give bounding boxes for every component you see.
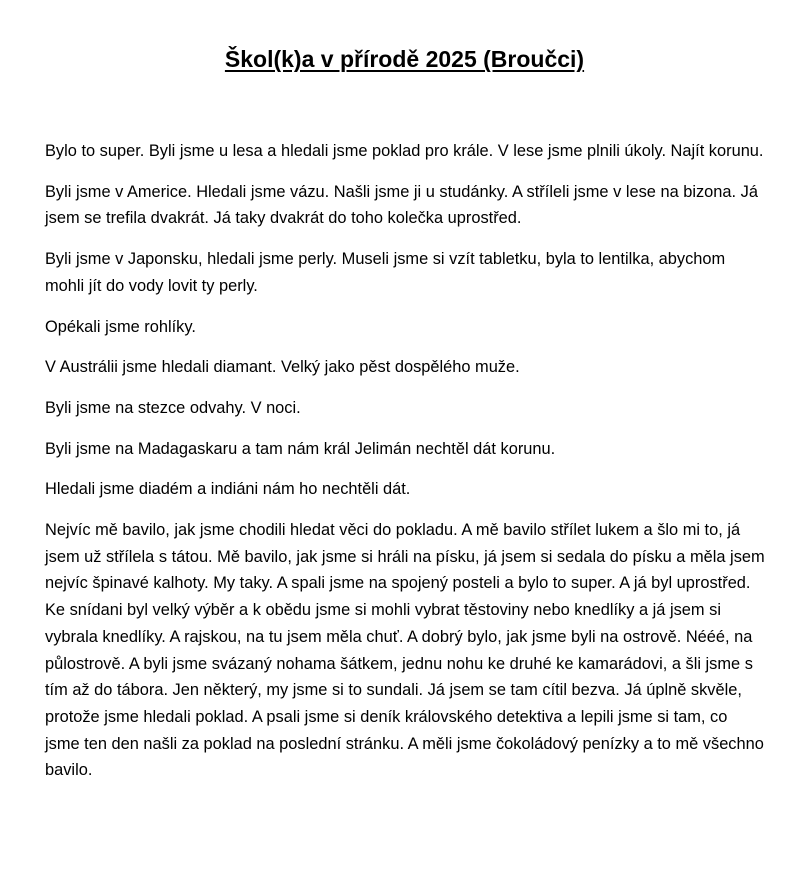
paragraph-5: V Austrálii jsme hledali diamant. Velký jako pěst dospělého muže. [45,358,520,377]
paragraph-4: Opékali jsme rohlíky. [45,317,196,336]
paragraph-3: Byli jsme v Japonsku, hledali jsme perly. Museli jsme si vzít tabletku, byla to lentilka, abychom mohli jít do vody lovit ty perly. [45,250,726,295]
paragraph-1: Bylo to super. Byli jsme u lesa a hledali jsme poklad pro krále. V lese jsme plnili úkoly. Najít korunu. [45,142,764,160]
paragraph-8: Hledali jsme diadém a indiáni nám ho nechtěli dát. [45,480,411,499]
paragraph-7: Byli jsme na Madagaskaru a tam nám král Jelimán nechtěl dát korunu. [45,439,556,458]
paragraph-6: Byli jsme na stezce odvahy. V noci. [45,398,301,417]
paragraph-9: Nejvíc mě bavilo, jak jsme chodili hledat věci do pokladu. A mě bavilo střílet lukem a šlo mi to, já jsem už střílela s tátou. Mě bavilo, jak jsme si hráli na písku, já jsem si sedala do písku a měla jsem nejvíc špinavé kalhoty. My taky. A spali jsme na spojený posteli a bylo to super. A já byl uprostřed. Ke snídani byl velký výběr a k obědu jsme si mohli vybrat těstoviny nebo knedlíky a já jsem si vybrala knedlíky. A rajskou, na tu jsem měla chuť. A dobrý bylo, jak jsme byli na ostrově. Nééé, na půlostrově. A byli jsme svázaný nohama šátkem, jednu nohu ke druhé ke kamarádovi, a šli jsme s tím až do tábora. Jen některý, my jsme si to sundali. Já jsem se tam cítil bezva. Já úplně skvěle, protože jsme hledali poklad. A psali jsme si deník královského detektiva a lepili jsme si tam, co jsme ten den našli za poklad na poslední stránku. A měli jsme čokoládový penízky a to mě všechno bavilo. [45,521,765,780]
document-title: Škol(k)a v přírodě 2025 (Broučci) [224,46,585,72]
paragraph-2: Byli jsme v Americe. Hledali jsme vázu. Našli jsme ji u studánky. A stříleli jsme v lese na bizona. Já jsem se trefila dvakrát. Já taky dvakrát do toho kolečka uprostřed. [45,182,758,228]
document-body [45,138,765,798]
